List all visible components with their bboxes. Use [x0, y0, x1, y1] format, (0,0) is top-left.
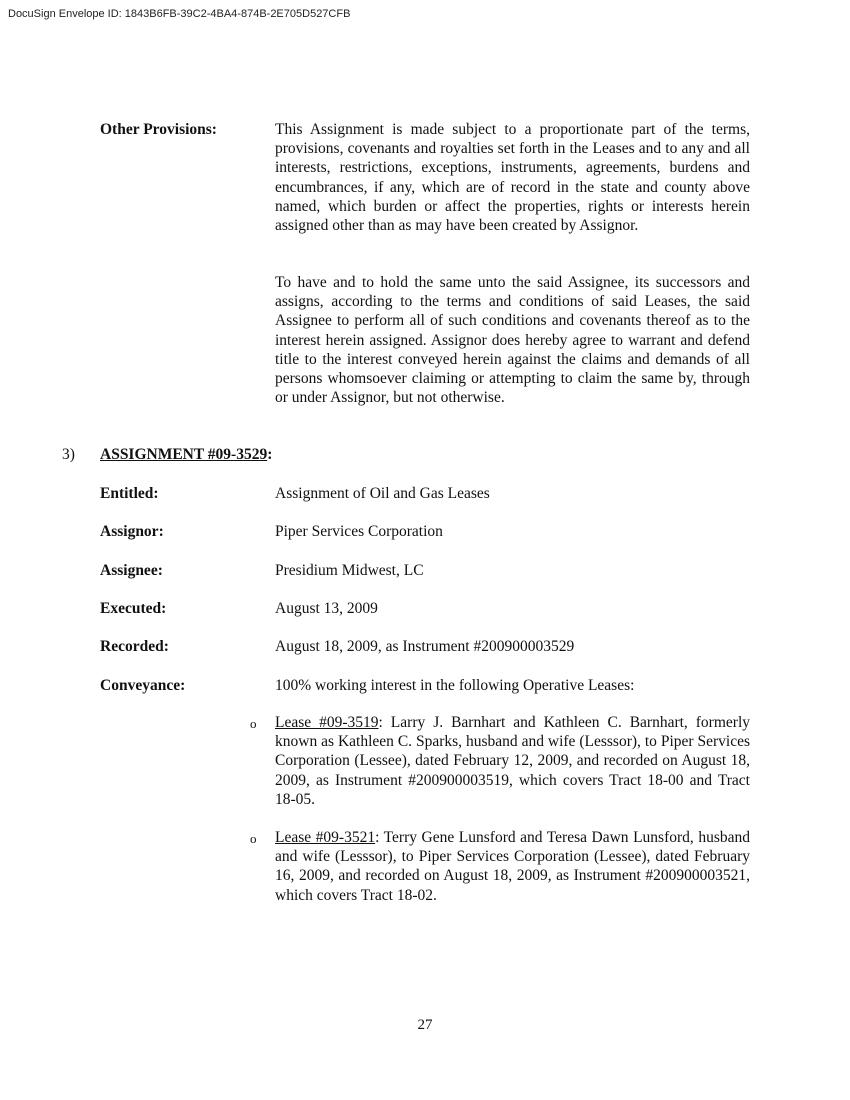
section-title-text: ASSIGNMENT #09-3529 [100, 446, 268, 463]
section-number: 3) [62, 446, 75, 463]
lease-text: : Larry J. Barnhart and Kathleen C. Barnhart, formerly known as Kathleen C. Sparks, husband and wife (Lesssor), to Piper Services Corporation (Lessee), dated February 12, 2009, and recorded on August 18, 2009, as Instrument #200900003519, which covers Tract 18-00 and Tract 18-05. [275, 714, 750, 808]
executed-label: Executed: [100, 600, 167, 617]
envelope-id: DocuSign Envelope ID: 1843B6FB-39C2-4BA4-874B-2E705D527CFB [8, 8, 351, 20]
section-title-suffix: : [267, 446, 273, 463]
other-provisions-label: Other Provisions: [100, 121, 217, 138]
lease-bullet: o [250, 831, 257, 846]
other-provisions-paragraph-2: To have and to hold the same unto the said Assignee, its successors and assigns, according to the terms and conditions of said Leases, the said Assignee to perform all of such conditions and covenants thereof as to the interest herein assigned. Assignor does hereby agree to warrant and defend title to the interest conveyed herein against the claims and demands of all persons whomsoever claiming or attempting to claim the same by, through or under Assignor, but not otherwise. [275, 274, 750, 407]
executed-value: August 13, 2009 [275, 600, 378, 617]
other-provisions-paragraph-1: This Assignment is made subject to a proportionate part of the terms, provisions, covenants and royalties set forth in the Leases and to any and all interests, restrictions, exceptions, instruments, agreements, burdens and encumbrances, if any, which are of record in the state and county above named, which burden or affect the properties, rights or interests herein assigned other than as may have been created by Assignor. [275, 121, 750, 235]
lease-name: Lease #09-3519 [275, 714, 379, 731]
lease-item [275, 828, 750, 905]
assignee-value: Presidium Midwest, LC [275, 562, 424, 579]
assignor-value: Piper Services Corporation [275, 523, 443, 540]
assignor-label: Assignor: [100, 523, 164, 540]
page-number: 27 [417, 1017, 433, 1033]
conveyance-label: Conveyance: [100, 677, 186, 694]
entitled-label: Entitled: [100, 485, 159, 502]
entitled-value: Assignment of Oil and Gas Leases [275, 485, 490, 502]
recorded-label: Recorded: [100, 638, 169, 655]
lease-bullet: o [250, 716, 257, 731]
lease-text: : Terry Gene Lunsford and Teresa Dawn Lunsford, husband and wife (Lesssor), to Piper Services Corporation (Lessee), dated February 16, 2009, and recorded on August 18, 2009, as Instrument #200900003521, which covers Tract 18-02. [275, 829, 750, 904]
section-title [100, 446, 272, 464]
lease-item [275, 713, 750, 809]
recorded-value: August 18, 2009, as Instrument #200900003529 [275, 638, 575, 655]
conveyance-value: 100% working interest in the following Operative Leases: [275, 677, 635, 694]
assignee-label: Assignee: [100, 562, 163, 579]
lease-name: Lease #09-3521 [275, 829, 376, 846]
